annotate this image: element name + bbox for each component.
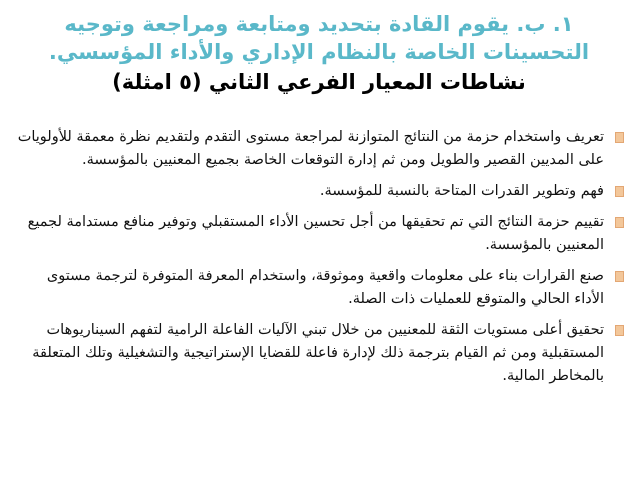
bullet-square-icon: [615, 271, 624, 282]
bullet-list: [14, 126, 626, 466]
bullet-square-icon: [615, 325, 624, 336]
list-item-text: تعريف واستخدام حزمة من النتائج المتوازنة لمراجعة مستوى التقدم ولتقديم نظرة معمقة للأولويات على المديين القصير والطويل ومن ثم إدارة التوقعات الخاصة بجميع المعنيين بالمؤسسة.: [17, 129, 604, 168]
list-item: [14, 265, 626, 311]
list-item-text: تقييم حزمة النتائج التي تم تحقيقها من أجل تحسين الأداء المستقبلي وتوفير منافع مستدامة لجميع المعنيين بالمؤسسة.: [27, 214, 604, 253]
bullet-square-icon: [615, 186, 624, 197]
list-item-text: فهم وتطوير القدرات المتاحة بالنسبة للمؤسسة.: [319, 183, 604, 199]
title-line-1: ١. ب. يقوم القادة بتحديد ومتابعة ومراجعة وتوجيه: [64, 12, 574, 36]
subtitle: نشاطات المعيار الفرعي الثاني (٥ امثلة): [112, 70, 526, 94]
list-item: [14, 126, 626, 172]
bullet-square-icon: [615, 217, 624, 228]
title-box: [20, 2, 618, 122]
list-item: [14, 211, 626, 257]
list-item-text: صنع القرارات بناء على معلومات واقعية وموثوقة، واستخدام المعرفة المتوفرة لترجمة مستوى الأداء الحالي والمتوقع للعمليات ذات الصلة.: [46, 268, 604, 307]
list-item-text: تحقيق أعلى مستويات الثقة للمعنيين من خلال تبني الآليات الفاعلة الرامية لتفهم السيناريوهات المستقبلية ومن ثم القيام بترجمة ذلك لإدارة فاعلة للقضايا الإستراتيجية والتشغيلية وتلك المتعلقة بالمخاطر المالية.: [32, 322, 604, 384]
title-line-2: التحسينات الخاصة بالنظام الإداري والأداء المؤسسي.: [48, 40, 590, 64]
list-item: [14, 180, 626, 203]
list-item: [14, 319, 626, 388]
bullet-square-icon: [615, 132, 624, 143]
